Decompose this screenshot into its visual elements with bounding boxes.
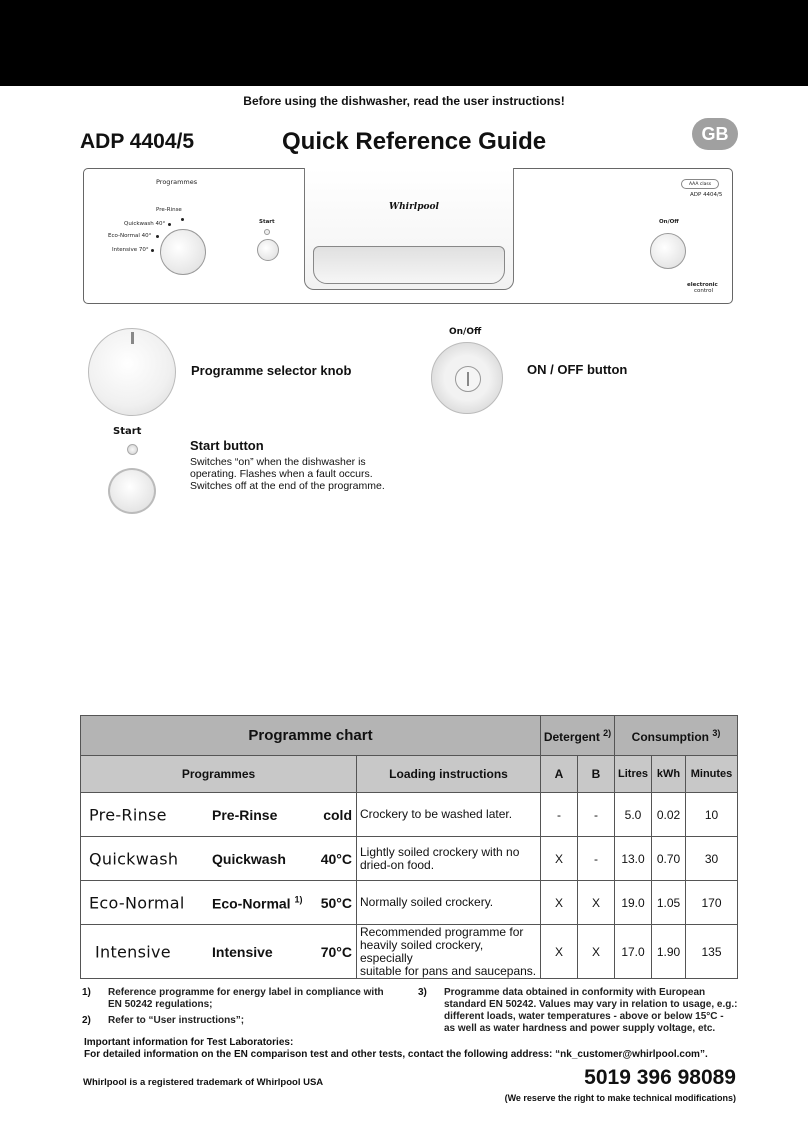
panel-programme-knob [160, 229, 206, 275]
panel-programmes-label: Programmes [156, 178, 198, 186]
kwh: 1.05 [652, 881, 686, 925]
whirlpool-logo: Whirlpool [389, 202, 439, 212]
option-dot [151, 249, 154, 252]
panel-onoff-label: On/Off [659, 219, 679, 225]
country-badge: GB [692, 118, 738, 150]
col-loading: Loading instructions [357, 756, 541, 793]
col-b: B [578, 756, 615, 793]
detergent-a: X [541, 881, 578, 925]
panel-electronic-label: electronic [687, 282, 718, 288]
footnotes-left [82, 987, 402, 1031]
programme-cell [81, 925, 357, 979]
table-row [81, 837, 738, 881]
programme-temperature: cold [323, 806, 352, 823]
footnote-1: 1) Reference programme for energy label in compliance with EN 50242 regulations; [82, 987, 384, 1010]
detergent-a: X [541, 925, 578, 979]
panel-control-label: control [694, 288, 714, 294]
chart-title: Programme chart [81, 716, 541, 756]
litres: 17.0 [615, 925, 652, 979]
col-kwh: kWh [652, 756, 686, 793]
minutes: 170 [686, 881, 738, 925]
programme-cell [81, 881, 357, 925]
start-button-title: Start button [190, 438, 264, 453]
test-lab-info: Important information for Test Laboratories: For detailed information on the EN comparison test and other tests, contact the following address: “nk_customer@whirlpool.com”. [84, 1037, 708, 1060]
panel-model: ADP 4404/5 [690, 192, 723, 198]
detergent-header: Detergent $^{2)}$ [541, 716, 615, 756]
panel-option-pre-rinse: Pre-Rinse [156, 207, 182, 213]
part-number: 5019 396 98089 [584, 1066, 736, 1089]
footnote-3: 3) Programme data obtained in conformity with European standard EN 50242. Values may vary in relation to usage, e.g.: different loads, water temperatures - above or below 15°C - as well as water hardness and power supply voltage, etc. [418, 987, 738, 1034]
loading-cell: Lightly soiled crockery with no dried-on food. [357, 837, 541, 881]
minutes: 10 [686, 793, 738, 837]
table-row [81, 925, 738, 979]
footnotes-right [418, 987, 748, 1039]
col-programmes: Programmes [81, 756, 357, 793]
kwh: 1.90 [652, 925, 686, 979]
detergent-a: X [541, 837, 578, 881]
minutes: 30 [686, 837, 738, 881]
table-row [81, 881, 738, 925]
panel-option-quickwash: Quickwash 40° [124, 221, 166, 227]
start-button-description: Switches “on” when the dishwasher is operating. Flashes when a fault occurs. Switches off at the end of the programme. [190, 456, 385, 492]
programme-name: Eco-Normal $^{1)}$ [212, 894, 303, 911]
litres: 19.0 [615, 881, 652, 925]
programme-cell [81, 793, 357, 837]
litres: 5.0 [615, 793, 652, 837]
programme-display-label: Eco-Normal [89, 893, 185, 912]
programme-display-label: Pre-Rinse [89, 805, 167, 824]
programme-name: Intensive [212, 943, 273, 960]
option-dot [156, 235, 159, 238]
detergent-a: - [541, 793, 578, 837]
detergent-b: X [578, 881, 615, 925]
top-black-bar [0, 0, 808, 86]
option-dot [181, 218, 184, 221]
programme-chart [80, 715, 738, 979]
programme-selector-knob-image [88, 328, 176, 416]
start-caption: Start [113, 426, 142, 437]
programme-cell [81, 837, 357, 881]
programme-temperature: 50°C [320, 894, 352, 911]
onoff-caption: On/Off [449, 327, 482, 337]
detergent-b: - [578, 793, 615, 837]
page-title: Quick Reference Guide [282, 128, 547, 155]
onoff-button-image [431, 342, 503, 414]
col-litres: Litres [615, 756, 652, 793]
energy-class-badge: AAA class [681, 179, 719, 189]
kwh: 0.70 [652, 837, 686, 881]
option-dot [168, 223, 171, 226]
programme-display-label: Quickwash [89, 849, 179, 868]
programme-selector-label: Programme selector knob [191, 363, 352, 378]
programme-temperature: 70°C [320, 943, 352, 960]
litres: 13.0 [615, 837, 652, 881]
panel-start-led [264, 229, 270, 235]
loading-cell: Normally soiled crockery. [357, 881, 541, 925]
pre-use-notice: Before using the dishwasher, read the user instructions! [243, 94, 565, 108]
onoff-button-label: ON / OFF button [527, 362, 628, 377]
panel-option-intensive: Intensive 70° [112, 247, 149, 253]
loading-cell: Recommended programme for heavily soiled crockery, especially suitable for pans and saucepans. [357, 925, 541, 979]
modification-notice: (We reserve the right to make technical modifications) [504, 1093, 736, 1103]
table-row [81, 793, 738, 837]
start-led-image [127, 444, 138, 455]
programme-temperature: 40°C [320, 850, 352, 867]
consumption-header: Consumption $^{3)}$ [615, 716, 738, 756]
detergent-b: X [578, 925, 615, 979]
programme-name: Quickwash [212, 850, 286, 867]
panel-start-label: Start [259, 219, 275, 225]
footnote-2: 2) Refer to “User instructions”; [82, 1015, 245, 1026]
trademark-notice: Whirlpool is a registered trademark of Whirlpool USA [83, 1077, 324, 1088]
detergent-b: - [578, 837, 615, 881]
programme-name: Pre-Rinse [212, 806, 278, 823]
col-a: A [541, 756, 578, 793]
panel-option-eco-normal: Eco-Normal 40° [108, 233, 152, 239]
panel-start-button [257, 239, 279, 261]
col-minutes: Minutes [686, 756, 738, 793]
control-panel-illustration [83, 168, 733, 304]
loading-cell: Crockery to be washed later. [357, 793, 541, 837]
panel-onoff-button [650, 233, 686, 269]
start-button-image [108, 468, 156, 514]
kwh: 0.02 [652, 793, 686, 837]
minutes: 135 [686, 925, 738, 979]
programme-display-label: Intensive [95, 942, 171, 961]
panel-door [304, 168, 514, 290]
door-handle [313, 246, 505, 284]
model-number: ADP 4404/5 [80, 130, 195, 153]
